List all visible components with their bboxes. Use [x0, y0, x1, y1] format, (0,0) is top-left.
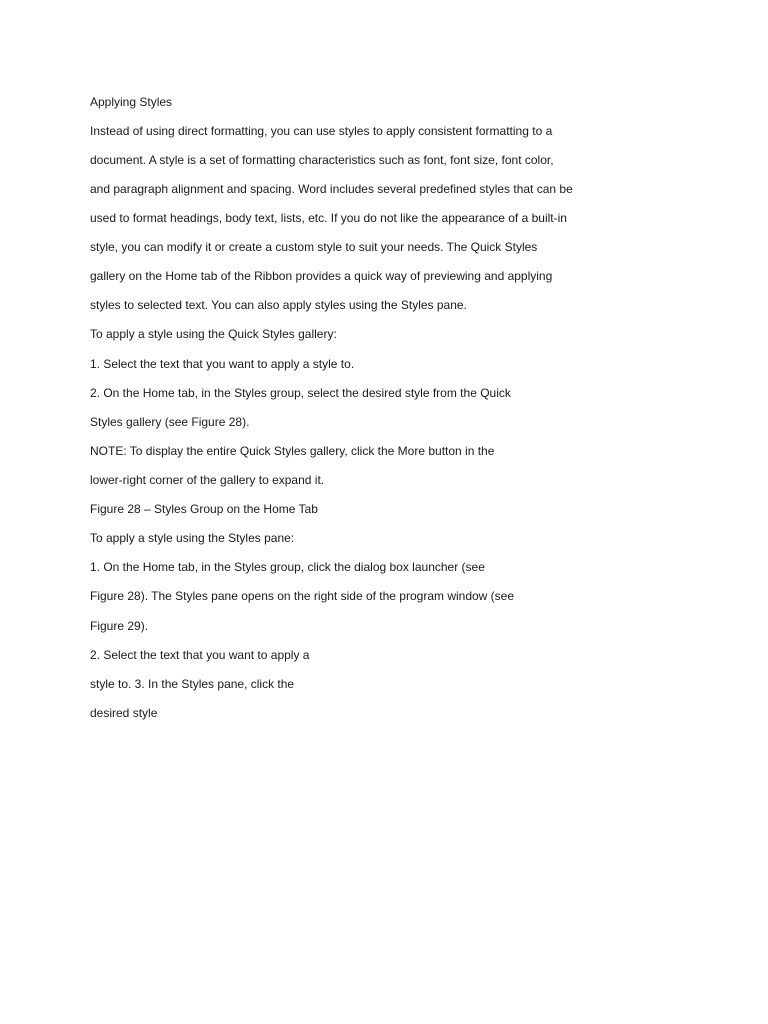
step-line: 2. On the Home tab, in the Styles group, select the desired style from the Quick: [90, 386, 511, 400]
document-title: Applying Styles: [90, 95, 173, 109]
step-line: Figure 29).: [90, 619, 149, 633]
step-line: desired style: [90, 706, 158, 720]
paragraph-line: document. A style is a set of formatting characteristics such as font, font size, font color,: [90, 153, 554, 167]
step-line: Figure 28). The Styles pane opens on the right side of the program window (see: [90, 589, 515, 603]
note-line: lower-right corner of the gallery to expand it.: [90, 473, 325, 487]
section-heading: To apply a style using the Styles pane:: [90, 531, 295, 545]
step-line: style to. 3. In the Styles pane, click the: [90, 677, 295, 691]
step-line: Styles gallery (see Figure 28).: [90, 415, 250, 429]
figure-caption: Figure 28 – Styles Group on the Home Tab: [90, 502, 318, 516]
paragraph-line: styles to selected text. You can also apply styles using the Styles pane.: [90, 298, 467, 312]
paragraph-line: Instead of using direct formatting, you can use styles to apply consistent formatting to a: [90, 124, 553, 138]
paragraph-line: used to format headings, body text, lists, etc. If you do not like the appearance of a built-in: [90, 211, 567, 225]
paragraph-line: style, you can modify it or create a custom style to suit your needs. The Quick Styles: [90, 240, 538, 254]
paragraph-line: gallery on the Home tab of the Ribbon provides a quick way of previewing and applying: [90, 269, 553, 283]
step-line: 1. Select the text that you want to apply a style to.: [90, 357, 355, 371]
step-line: 1. On the Home tab, in the Styles group, click the dialog box launcher (see: [90, 560, 485, 574]
section-heading: To apply a style using the Quick Styles gallery:: [90, 327, 337, 341]
step-line: 2. Select the text that you want to apply a: [90, 648, 310, 662]
paragraph-line: and paragraph alignment and spacing. Word includes several predefined styles that can be: [90, 182, 573, 196]
note-line: NOTE: To display the entire Quick Styles gallery, click the More button in the: [90, 444, 495, 458]
